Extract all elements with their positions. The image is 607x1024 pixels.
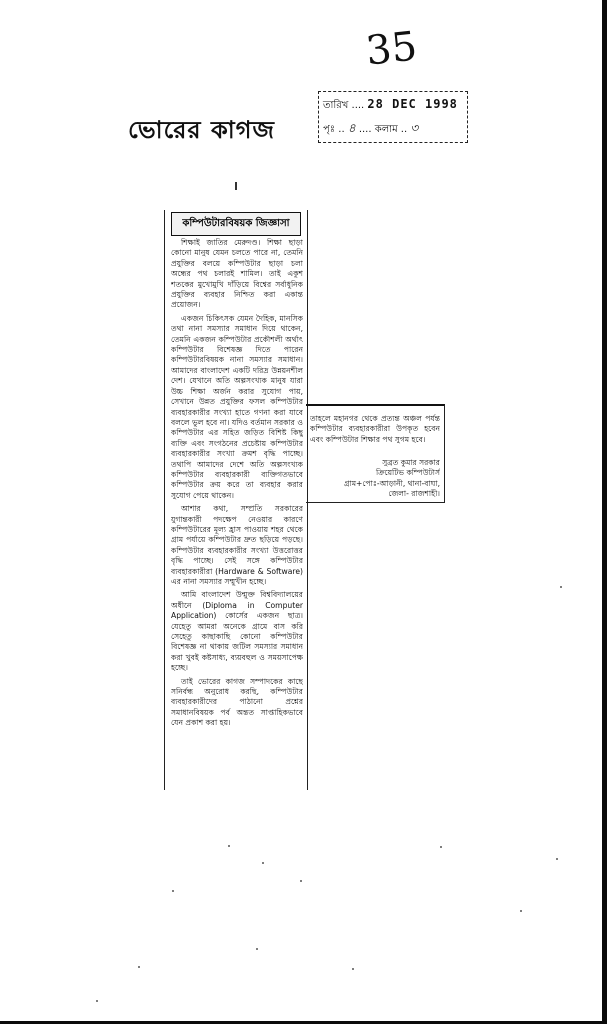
signature-name: সুব্রত কুমার সরকার (382, 458, 440, 467)
stamp-column-value: ৩ (410, 121, 419, 135)
scan-speck (520, 910, 522, 912)
letter-signature (330, 458, 440, 500)
article-paragraph: আশার কথা, সম্প্রতি সরকারের যুগান্তকারী পদক্ষেপ নেওয়ার কারণে কম্পিউটারের মূল্য হ্রাস পাওয়ায় শহর থেকে গ্রাম পর্যায়ে কম্পিউটার দ্রুত ছড়িয়ে পড়ছে। কম্পিউটার ব্যবহারকারীর সংখ্যা উত্তরোত্তর বৃদ্ধি পাচ্ছে। সেই সঙ্গে কম্পিউটার ব্যবহারকারীরা (Hardware & Software) এর নানা সমস্যার সম্মুখীন হচ্ছে। (171, 504, 303, 586)
scan-speck (256, 948, 258, 950)
stamp-date-row: তারিখ .... 28 DEC 1998 (323, 97, 458, 111)
article-paragraph: একজন চিকিৎসক যেমন দৈহিক, মানসিক তথা নানা সমস্যার সমাধান দিয়ে থাকেন, তেমনি একজন কম্পিউটার প্রকৌশলী অর্থাৎ কম্পিউটার বিশেষজ্ঞ দিতে পারেন কম্পিউটারবিষয়ক নানা সমস্যার সমাধান। আমাদের বাংলাদেশ একটি দরিদ্র উন্নয়নশীল দেশ। যেখানে অতি অল্পসংখ্যক মানুষ যারা উচ্চ শিক্ষা অর্জন করার সুযোগ পায়, সেখানে উন্নত প্রযুক্তির ফসল কম্পিউটার ব্যবহারকারীর সংখ্যা হাতে গণনা করা যাবে বললে ভুল হবে না। যদিও বর্তমান সরকার ও কম্পিউটার এর সহিত জড়িত বিশিষ্ট কিছু ব্যক্তি এবং সংগঠনের প্রচেষ্টায় কম্পিউটার ব্যবহারকারীর সংখ্যা ক্রমশ বৃদ্ধি পাচ্ছে। তথাপি আমাদের দেশে অতি অল্পসংখ্যক কম্পিউটার ব্যবহারকারী ব্যক্তিগতভাবে কম্পিউটার ক্রয় করে তা ব্যবহার করার সুযোগ পেয়ে থাকেন। (171, 313, 303, 500)
article-clipping (164, 210, 308, 790)
scan-speck (228, 845, 230, 847)
scan-edge-right (602, 0, 607, 1024)
article-paragraph: আমি বাংলাদেশ উন্মুক্ত বিশ্ববিদ্যালয়ের অধীনে (Diploma in Computer Application) কোর্সের একজন ছাত্র। যেহেতু আমরা অনেকে গ্রামে বাস করি সেহেতু কাছাকাছি কোনো কম্পিউটার বিশেষজ্ঞ না থাকায় জটিল সমস্যার সমাধান করা খুবই কষ্টসাধ্য, ব্যয়বহুল ও সময়সাপেক্ষ হচ্ছে। (171, 590, 303, 673)
archive-stamp (318, 91, 468, 143)
scan-speck (262, 862, 264, 864)
signature-district: জেলা- রাজশাহী। (388, 489, 440, 499)
scan-speck (172, 890, 174, 892)
scan-speck (138, 966, 140, 968)
article-paragraph: তাই ভোরের কাগজ সম্পাদকের কাছে সনির্বন্ধ অনুরোধ করছি, কম্পিউটার ব্যবহারকারীদের পাঠানো প্রশ্নের সমাধানবিষয়ক পর্ব অন্তত সাপ্তাহিকভাবে যেন প্রকাশ করা হয়। (171, 676, 303, 728)
stamp-page-label: পৃঃ (323, 124, 336, 135)
stamp-date-value: 28 DEC 1998 (367, 97, 458, 111)
scan-speck (352, 968, 354, 970)
article-body (171, 238, 303, 786)
article-paragraph: শিক্ষাই জাতির মেরুদণ্ড। শিক্ষা ছাড়া কোনো মানুষ যেমন চলতে পারে না, তেমনি প্রযুক্তির বলয়ে কম্পিউটার ছাড়া চলা অন্ধের পথ চলারই শামিল। তাই একুশ শতকের মুখোমুখি দাঁড়িয়ে বিশ্বের সর্বাধুনিক প্রযুক্তির ব্যবহার নিশ্চিত করা একান্ত প্রয়োজন। (171, 238, 303, 310)
handwritten-page-number: 35 (363, 23, 420, 75)
scan-mark (235, 182, 237, 190)
stamp-page-row: পৃঃ .. ৪ .... কলাম .. ৩ (323, 121, 419, 135)
article-headline: কম্পিউটারবিষয়ক জিজ্ঞাসা (171, 212, 301, 236)
scan-speck (300, 880, 302, 882)
stamp-date-label: তারিখ (323, 100, 349, 111)
scan-speck (560, 586, 562, 588)
scan-speck (96, 1000, 98, 1002)
stamp-page-value: ৪ (347, 121, 356, 135)
scan-speck (556, 858, 558, 860)
newspaper-masthead: ভোরের কাগজ (128, 115, 275, 144)
signature-org: ক্রিয়েটিভ কম্পিউটার্স (376, 468, 440, 478)
signature-address: গ্রাম+পোঃ-আড়ানী, থানা-বাঘা, (343, 478, 440, 488)
article-continuation: তাহলে মহানগর থেকে প্রত্যন্ত অঞ্চল পর্যন্ত কম্পিউটার ব্যবহারকারীরা উপকৃত হবেন এবং কম্পিউটার শিক্ষার পথ সুগম হবে। (310, 414, 440, 444)
scan-speck (440, 846, 442, 848)
stamp-column-label: কলাম (374, 124, 398, 135)
article-continuation-clipping (306, 404, 445, 503)
